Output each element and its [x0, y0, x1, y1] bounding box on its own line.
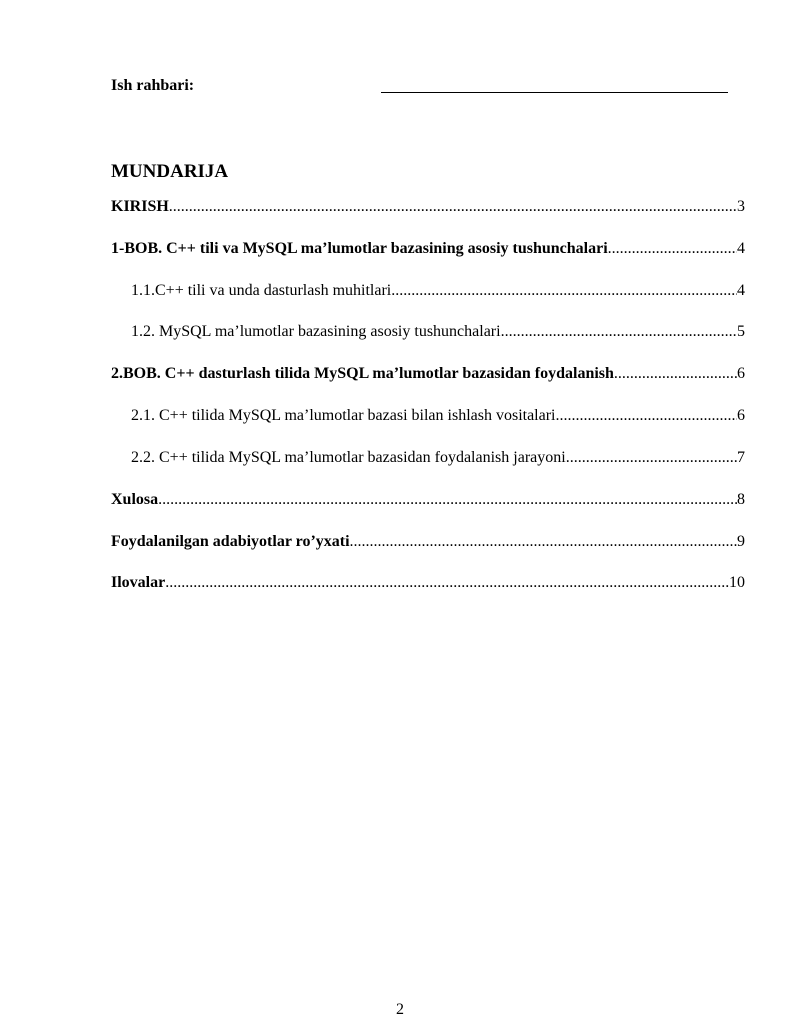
toc-entry-page: 7 [737, 449, 745, 466]
toc-entry-page: 8 [737, 491, 745, 508]
dot-leader [556, 406, 738, 426]
toc-entry-page: 3 [737, 198, 745, 215]
dot-leader [608, 239, 737, 259]
dot-leader [614, 364, 737, 384]
toc-entry-page: 4 [737, 240, 745, 257]
toc-entry-title: 2.1. C++ tilida MySQL ma’lumotlar bazasi bilan ishlash vositalari [131, 407, 556, 424]
dot-leader [350, 532, 737, 552]
toc-entry-title: Ilovalar [111, 574, 166, 591]
toc-entry-section-1-2 [131, 322, 745, 342]
toc-entry-xulosa [111, 490, 745, 510]
toc-entry-title: 1.1.C++ tili va unda dasturlash muhitlari [131, 282, 392, 299]
supervisor-line [111, 76, 731, 96]
toc-entry-chapter-1 [111, 239, 745, 259]
toc-entry-section-1-1 [131, 281, 745, 301]
toc-entry-page: 6 [737, 365, 745, 382]
supervisor-label: Ish rahbari: [111, 77, 195, 94]
toc-entry-title: 2.BOB. C++ dasturlash tilida MySQL ma’lumotlar bazasidan foydalanish [111, 365, 614, 382]
toc-entry-page: 4 [737, 282, 745, 299]
toc-entry-ilovalar [111, 573, 745, 593]
toc-entry-references [111, 532, 745, 552]
toc-entry-kirish [111, 197, 745, 217]
toc-heading: MUNDARIJA [111, 161, 229, 182]
toc-entry-title: 2.2. C++ tilida MySQL ma’lumotlar bazasidan foydalanish jarayoni [131, 449, 566, 466]
toc-entry-page: 10 [729, 574, 745, 591]
dot-leader [501, 322, 737, 342]
toc-entry-page: 6 [737, 407, 745, 424]
toc-entry-title: 1.2. MySQL ma’lumotlar bazasining asosiy tushunchalari [131, 323, 501, 340]
page-number: 2 [396, 1001, 404, 1018]
toc-entry-chapter-2 [111, 364, 745, 384]
dot-leader [391, 281, 737, 301]
dot-leader [566, 448, 737, 468]
toc-entry-section-2-1 [131, 406, 745, 426]
toc-entry-title: KIRISH [111, 198, 169, 215]
dot-leader [165, 573, 729, 593]
toc-entry-title: 1-BOB. C++ tili va MySQL ma’lumotlar bazasining asosiy tushunchalari [111, 240, 608, 257]
toc-entry-page: 9 [737, 533, 745, 550]
dot-leader [158, 490, 737, 510]
toc-entry-page: 5 [737, 323, 745, 340]
toc-entry-title: Foydalanilgan adabiyotlar ro’yxati [111, 533, 350, 550]
toc-entry-title: Xulosa [111, 491, 159, 508]
toc-entry-section-2-2 [131, 448, 745, 468]
signature-line [381, 92, 728, 93]
dot-leader [169, 197, 737, 217]
